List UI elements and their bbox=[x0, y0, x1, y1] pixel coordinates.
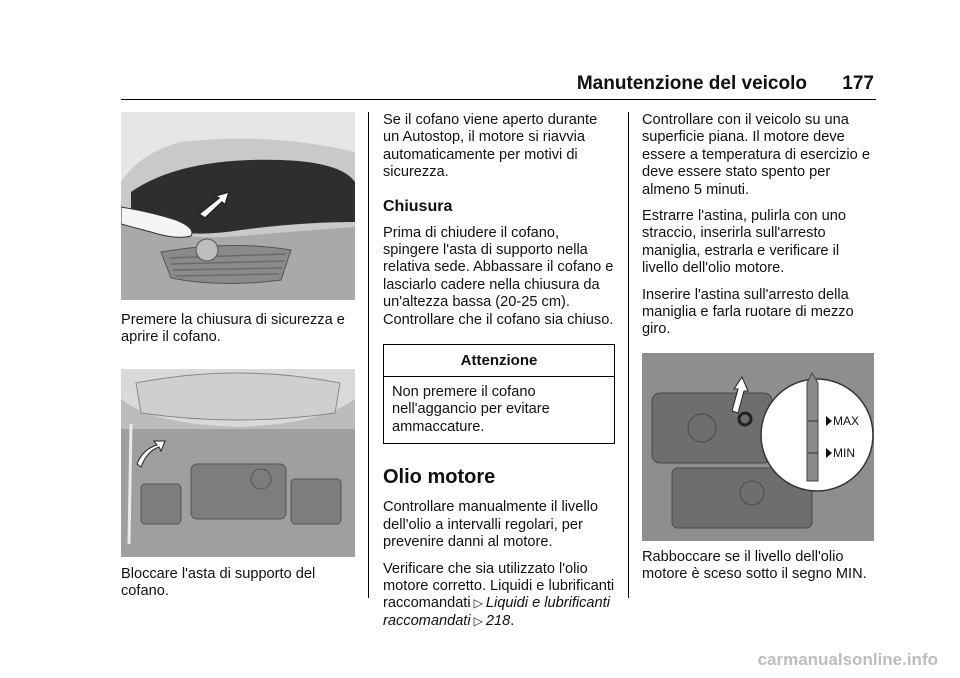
section-heading-olio-motore: Olio motore bbox=[383, 466, 496, 489]
oil-dipstick-figure bbox=[642, 353, 874, 541]
cross-reference-icon: ▷ bbox=[473, 613, 483, 628]
header-rule bbox=[121, 99, 876, 100]
caution-notice-box bbox=[383, 344, 615, 444]
column-divider bbox=[368, 112, 369, 598]
column-middle bbox=[383, 112, 615, 630]
hood-release-figure bbox=[121, 112, 355, 300]
page-number: 177 bbox=[842, 73, 874, 94]
hood-support-rod-figure bbox=[121, 369, 355, 557]
cross-reference-link[interactable]: Liquidi e lubrificanti raccomandati bbox=[383, 595, 610, 629]
cross-reference-page[interactable]: 218 bbox=[485, 612, 511, 629]
cross-reference-icon: ▷ bbox=[473, 596, 483, 611]
oil-check-paragraph: Controllare manualmente il livello dell'olio a intervalli regolari, per prevenire danni al motore. bbox=[383, 499, 598, 551]
section-heading-chiusura: Chiusura bbox=[383, 197, 453, 215]
figure-caption: Bloccare l'asta di supporto del cofano. bbox=[121, 565, 316, 600]
caution-title: Attenzione bbox=[384, 345, 614, 377]
oil-conditions-paragraph: Controllare con il veicolo su una superficie piana. Il motore deve essere a temperatura di esercizio e deve essere stato spento per almeno 5 minuti. bbox=[642, 112, 870, 198]
caution-text: Non premere il cofano nell'aggancio per evitare ammaccature. bbox=[392, 384, 550, 435]
dipstick-min-label: MIN bbox=[833, 445, 855, 460]
oil-type-paragraph: Verificare che sia utilizzato l'olio motore corretto. Liquidi e lubrificanti raccomandati ▷ Liquidi e lubrificanti raccomandati ▷ 218. bbox=[383, 560, 615, 629]
figure-caption: Premere la chiusura di sicurezza e aprire il cofano. bbox=[121, 312, 345, 346]
autostop-paragraph: Se il cofano viene aperto durante un Autostop, il motore si riavvia automaticamente per motivi di sicurezza. bbox=[383, 112, 598, 181]
watermark: carmanualsonline.info bbox=[757, 650, 938, 669]
chiusura-paragraph: Prima di chiudere il cofano, spingere l'asta di supporto nella relativa sede. Abbassare il cofano e lasciarlo cadere nella chiusura da un'altezza bassa (20-25 cm). Controllare che il cofano sia chiuso. bbox=[383, 224, 614, 328]
dipstick-procedure-paragraph: Estrarre l'astina, pulirla con uno straccio, inserirla sull'arresto maniglia, estrarla e verificare il livello dell'olio motore. bbox=[642, 208, 846, 277]
dipstick-max-label: MAX bbox=[833, 413, 860, 428]
column-right bbox=[642, 112, 876, 584]
column-divider bbox=[628, 112, 629, 598]
topup-paragraph: Rabboccare se il livello dell'olio motore è sceso sotto il segno MIN. bbox=[642, 548, 867, 583]
column-left bbox=[121, 112, 355, 601]
dipstick-insert-paragraph: Inserire l'astina sull'arresto della maniglia e farla ruotare di mezzo giro. bbox=[642, 286, 854, 338]
running-header-title: Manutenzione del veicolo bbox=[576, 73, 807, 94]
